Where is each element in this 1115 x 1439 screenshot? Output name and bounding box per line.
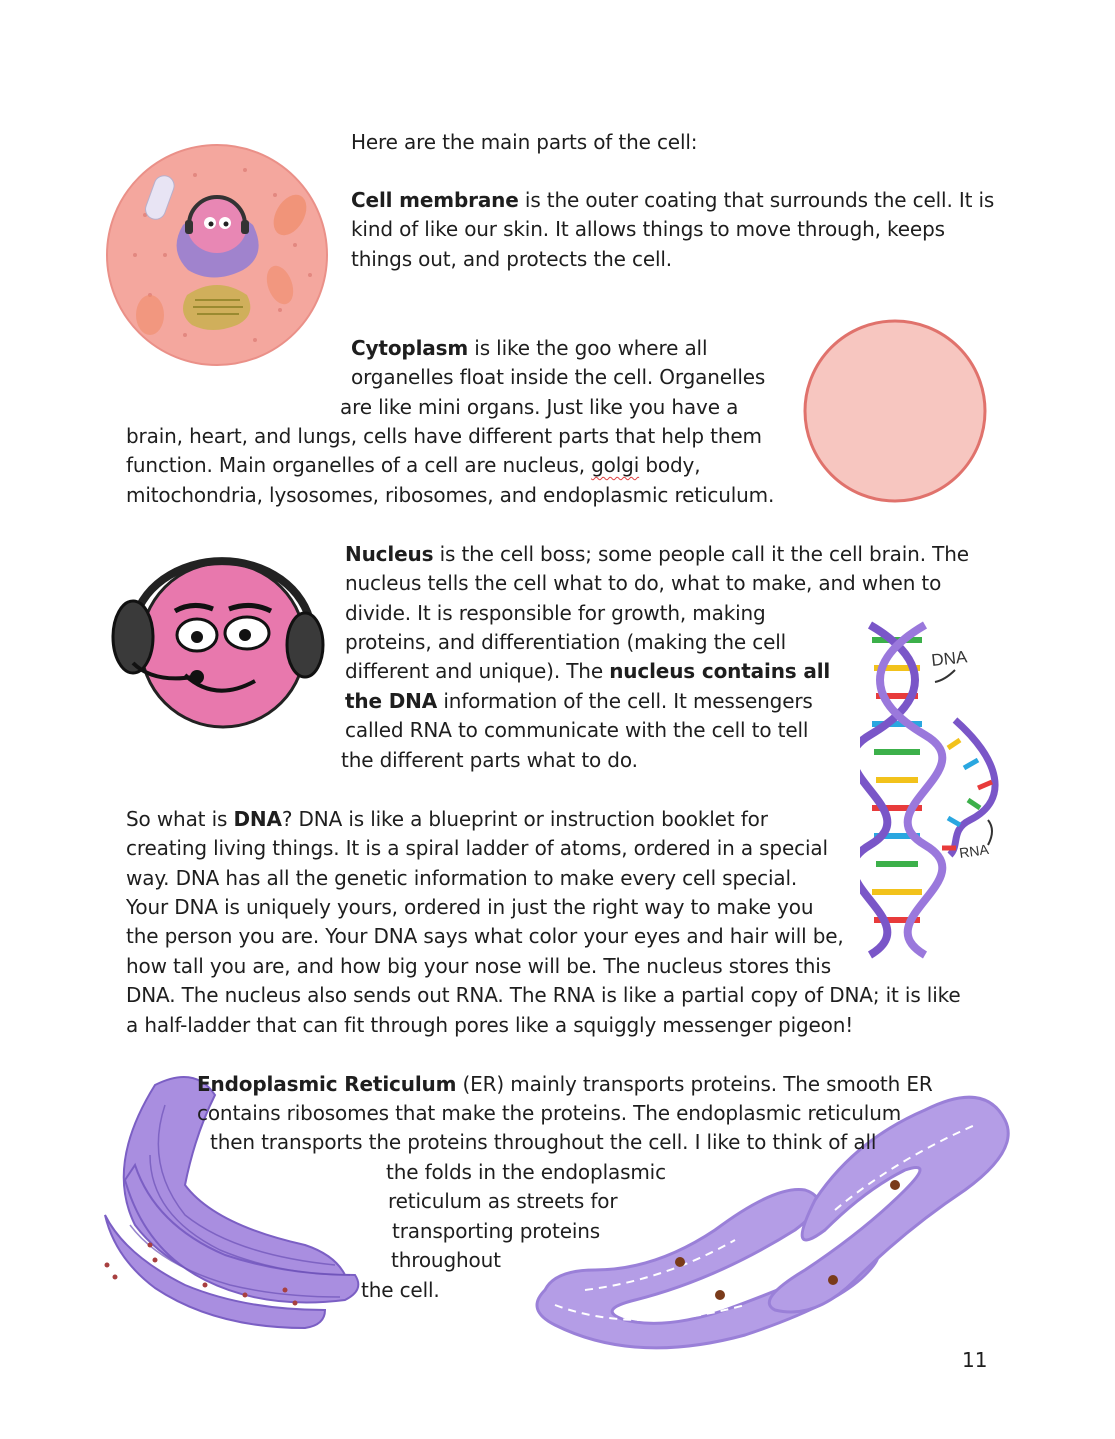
dna-line-4: Your DNA is uniquely yours, ordered in just the right way to make you: [126, 895, 814, 919]
nucleus-line-2: nucleus tells the cell what to do, what to make, and when to: [345, 571, 942, 595]
er-line-6: transporting proteins: [392, 1219, 601, 1243]
er-line-1: Endoplasmic Reticulum (ER) mainly transports proteins. The smooth ER: [197, 1072, 933, 1096]
nucleus-line-6: the DNA information of the cell. It messengers: [345, 689, 813, 713]
er-line-8: the cell.: [361, 1278, 440, 1302]
nucleus-line-5: different and unique). The nucleus contains all: [345, 659, 831, 683]
dna-line-5: the person you are. Your DNA says what color your eyes and hair will be,: [126, 924, 844, 948]
cell-illustration: [105, 135, 330, 375]
membrane-line-1: Cell membrane is the outer coating that surrounds the cell. It is: [351, 188, 995, 212]
nucleus-character: [105, 545, 330, 735]
nucleus-line-8: the different parts what to do.: [341, 748, 638, 772]
dna-line-1: So what is DNA? DNA is like a blueprint or instruction booklet for: [126, 807, 768, 831]
dna-line-3: way. DNA has all the genetic information to make every cell special.: [126, 866, 798, 890]
rna-label: RNA: [958, 841, 990, 861]
cytoplasm-line-6: mitochondria, lysosomes, ribosomes, and endoplasmic reticulum.: [126, 483, 775, 507]
dna-line-7: DNA. The nucleus also sends out RNA. The RNA is like a partial copy of DNA; it is like: [126, 983, 961, 1007]
er-line-4: the folds in the endoplasmic: [386, 1160, 666, 1184]
membrane-circle: [800, 318, 990, 508]
dna-label: DNA: [930, 647, 969, 670]
nucleus-line-3: divide. It is responsible for growth, making: [345, 601, 766, 625]
dna-line-8: a half-ladder that can fit through pores like a squiggly messenger pigeon!: [126, 1013, 854, 1037]
cytoplasm-line-4: brain, heart, and lungs, cells have different parts that help them: [126, 424, 762, 448]
page-number: 11: [962, 1348, 988, 1372]
dna-term: DNA: [233, 807, 282, 831]
er-line-7: throughout: [391, 1248, 501, 1272]
nucleus-line-7: called RNA to communicate with the cell to tell: [345, 718, 809, 742]
er-line-2: contains ribosomes that make the proteins. The endoplasmic reticulum: [197, 1101, 902, 1125]
nucleus-line-4: proteins, and differentiation (making the cell: [345, 630, 787, 654]
cytoplasm-line-2: organelles float inside the cell. Organelles: [351, 365, 766, 389]
dna-line-6: how tall you are, and how big your nose will be. The nucleus stores this: [126, 954, 831, 978]
dna-line-2: creating living things. It is a spiral ladder of atoms, ordered in a special: [126, 836, 828, 860]
nucleus-term: Nucleus: [345, 542, 434, 566]
cytoplasm-line-5: function. Main organelles of a cell are nucleus, golgi body,: [126, 453, 701, 477]
cytoplasm-line-3: are like mini organs. Just like you have a: [340, 395, 739, 419]
dna-rna-illustration: [860, 620, 1010, 960]
membrane-line-2: kind of like our skin. It allows things to move through, keeps: [351, 217, 945, 241]
er-line-5: reticulum as streets for: [388, 1189, 618, 1213]
membrane-term: Cell membrane: [351, 188, 519, 212]
er-line-3: then transports the proteins throughout the cell. I like to think of all: [210, 1130, 877, 1154]
cytoplasm-term: Cytoplasm: [351, 336, 469, 360]
intro-text: Here are the main parts of the cell:: [351, 130, 698, 154]
er-term: Endoplasmic Reticulum: [197, 1072, 457, 1096]
cytoplasm-line-1: Cytoplasm is like the goo where all: [351, 336, 708, 360]
nucleus-line-1: Nucleus is the cell boss; some people call it the cell brain. The: [345, 542, 969, 566]
membrane-line-3: things out, and protects the cell.: [351, 247, 673, 271]
